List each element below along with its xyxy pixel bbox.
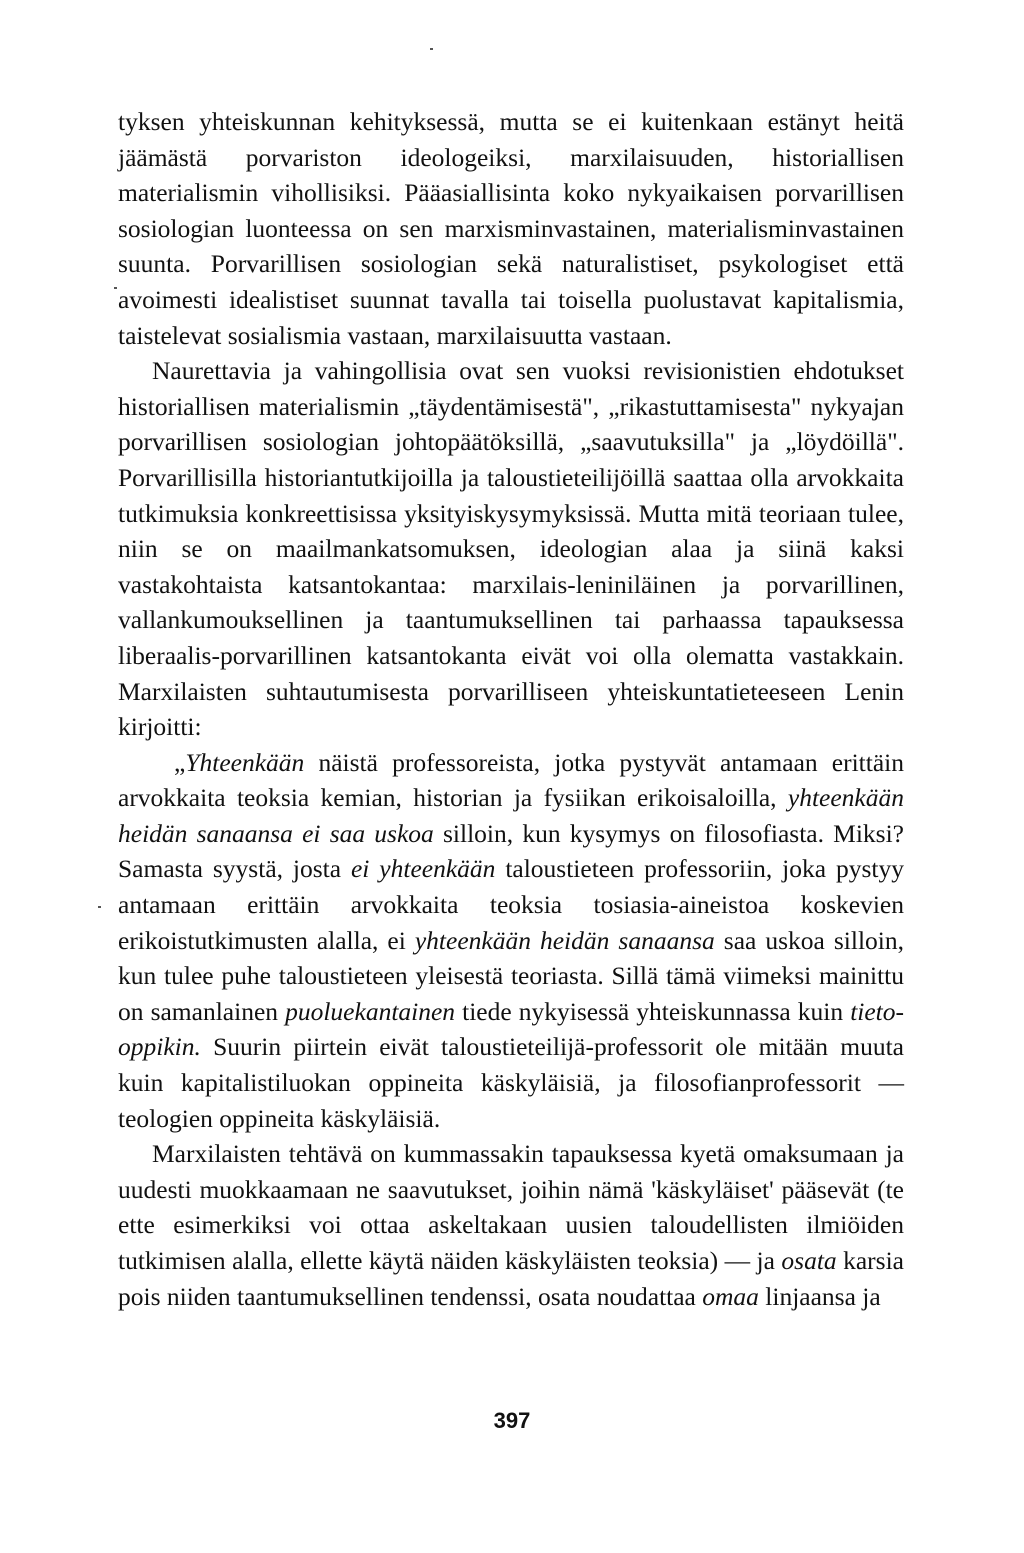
paragraph-1: tyksen yhteiskunnan kehityksessä, mutta se ei kuitenkaan estänyt heitä jäämästä porvariston ideologeiksi, marxilaisuuden, historiallisen materialismin vihollisiksi. Pääasiallisinta koko nykyaikaisen porvarillisen sosiologian luonteessa on sen marxisminvastainen, materialisminvastainen suunta. Porvarillisen sosiologian sekä naturalistiset, psykologiset että avoimesti idealistiset suunnat tavalla tai toisella puolustavat kapitalismia, taistelevat sosialismia vastaan, marxilaisuutta vastaan. <box>118 107 904 350</box>
italic-run: tieto-oppikin. <box>118 996 905 1062</box>
text-run: Suurin piirtein eivät taloustieteilijä-professorit ole mitään muuta kuin kapitalistiluokan oppineita käskyläisiä, ja filosofianprofessorit — teologien oppineita käskyläisiä. <box>118 1032 904 1133</box>
text-run: linjaansa ja <box>758 1281 881 1311</box>
lenin-quote <box>118 745 904 1137</box>
text-run: „ <box>174 747 186 777</box>
print-speck <box>114 287 117 289</box>
text-run: tiede nykyisessä yhteiskunnassa kuin <box>455 996 851 1026</box>
text-run: karsia pois niiden taantumuksellinen tendenssi, osata noudattaa <box>118 1246 905 1311</box>
page-body <box>118 104 904 1314</box>
print-speck <box>430 48 433 50</box>
page-number: 397 <box>493 1408 531 1433</box>
italic-run: osata <box>781 1246 837 1275</box>
paragraph-2: Naurettavia ja vahingollisia ovat sen vuoksi revisionistien ehdotukset historiallisen materialismin „täydentämisestä", „rikastuttamisesta" nykyajan porvarillisen sosiologian johtopäätöksillä, „saavutuksilla" ja „löydöillä". Porvarillisilla historiantutkijoilla ja taloustieteilijöillä saattaa olla arvokkaita tutkimuksia konkreettisissa yksityiskysymyksissä. Mutta mitä teoriaan tulee, niin se on maailmankatsomuksen, ideologian alaa ja siinä kaksi vastakohtaista katsantokantaa: marxilais-leniniläinen ja porvarillinen, vallankumouksellinen ja taantumuksellinen tai parhaassa tapauksessa liberaalis-porvarillinen katsantokanta eivät voi olla olematta vastakkain. Marxilaisten suhtautumisesta porvarilliseen yhteiskuntatieteeseen Lenin kirjoitti: <box>118 356 904 742</box>
italic-run: puoluekantainen <box>285 996 456 1026</box>
italic-run: omaa <box>702 1281 759 1311</box>
italic-run: yhteenkään heidän sanaansa <box>414 925 715 955</box>
text-run: silloin, kun kysymys on filosofiasta. Miksi? Samasta syystä, josta <box>118 818 904 884</box>
text-run: saa uskoa silloin, kun tulee puhe taloustieteen yleisestä teoriasta. Sillä tämä viimeksi mainittu on samanlainen <box>118 925 904 1026</box>
text-run: taloustieteen professoriin, joka pystyy antamaan erittäin arvokkaita teoksia tosiasia-aineistoa koskevien erikoistutkimusten alalla, ei <box>118 854 904 955</box>
italic-run: ei yhteenkään <box>350 854 496 884</box>
print-speck <box>98 906 101 908</box>
paragraph-4 <box>118 1136 904 1314</box>
text-run: Marxilaisten tehtävä on kummassakin tapauksessa kyetä omaksumaan ja uudesti muokkaamaan ne saavutukset, joihin nämä 'käskyläiset' pääsevät (te ette esimerkiksi voi ottaa askeltakaan uusien taloudellisten ilmiöiden tutkimisen alalla, ellette käytä näiden käskyläisten teoksia) — ja <box>118 1139 904 1275</box>
italic-run: Yhteenkään <box>185 747 305 777</box>
italic-run: yhteenkään heidän sanaansa ei saa uskoa <box>118 783 904 848</box>
text-run: näistä professoreista, jotka pystyvät antamaan erittäin arvokkaita teoksia kemian, historian ja fysiikan erikoisaloilla, <box>118 747 904 813</box>
